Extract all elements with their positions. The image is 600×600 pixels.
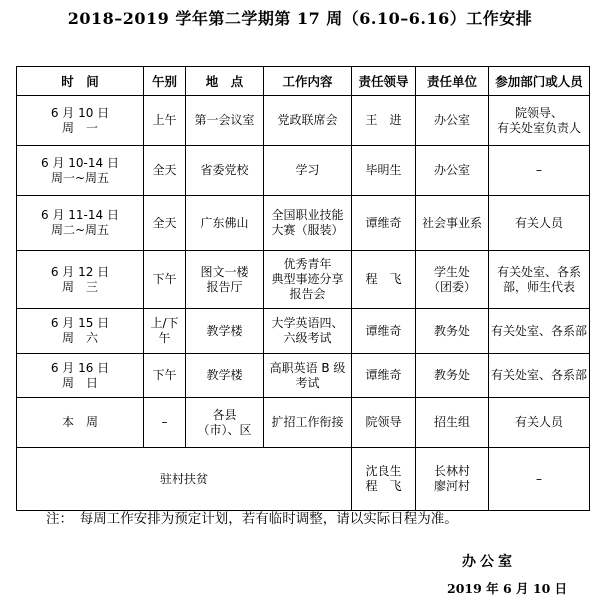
cell-line: 报告厅 <box>206 279 243 294</box>
cell-participants <box>489 398 590 448</box>
cell-participants: – <box>489 448 590 511</box>
cell-leader <box>352 146 416 196</box>
note-text: 注： 每周工作安排为预定计划，若有临时调整，请以实际日程为准。 <box>46 511 458 527</box>
cell-line: 程 飞 <box>365 272 402 286</box>
cell-line: 报告会 <box>289 287 326 301</box>
cell-line: 6 月 10-14 日 <box>41 155 119 170</box>
cell-period <box>144 309 186 354</box>
cell-line: 有关人员 <box>514 415 563 429</box>
cell-line: 6 月 16 日 <box>50 360 110 375</box>
cell-place <box>186 398 264 448</box>
table-header-row <box>17 67 590 96</box>
cell-line: 六级考试 <box>283 331 332 345</box>
cell-line: 教务处 <box>433 368 470 382</box>
cell-line: 有关处室负责人 <box>496 120 581 135</box>
cell-line: 优秀青年 <box>283 257 332 271</box>
cell-line: 谭维奇 <box>365 215 402 230</box>
cell-line: 廖河村 <box>433 479 470 493</box>
signature-date: 2019 年 6 月 10 日 <box>447 581 568 596</box>
merged-activity-cell: 驻村扶贫 <box>17 448 352 511</box>
cell-line: 王 进 <box>365 113 402 127</box>
cell-leader <box>352 196 416 251</box>
cell-line: 教务处 <box>433 323 470 338</box>
cell-unit <box>416 96 489 146</box>
cell-content <box>264 96 352 146</box>
cell-period <box>144 251 186 309</box>
cell-participants <box>489 251 590 309</box>
cell-place <box>186 354 264 398</box>
cell-place <box>186 309 264 354</box>
cell-line: 有关人员 <box>514 215 563 230</box>
cell-line: 教学楼 <box>206 368 243 382</box>
cell-line: 周 六 <box>61 331 98 345</box>
cell-line: 沈良生 <box>365 464 402 478</box>
cell-line: 扩招工作衔接 <box>271 415 344 429</box>
cell-line: 谭维奇 <box>365 368 402 382</box>
cell-line: 办公室 <box>433 163 470 177</box>
table-row <box>17 146 590 196</box>
cell-line: 本 周 <box>61 415 98 429</box>
cell-line: 周 三 <box>61 279 98 294</box>
cell-line: – <box>536 163 542 177</box>
table-row <box>17 196 590 251</box>
cell-line: 全国职业技能 <box>271 208 344 222</box>
cell-line: 谭维奇 <box>365 323 402 338</box>
header-period: 午别 <box>144 67 186 96</box>
cell-line: 午 <box>158 331 171 345</box>
table-row <box>17 96 590 146</box>
cell-line: 部，师生代表 <box>502 279 575 294</box>
cell-line: 周 日 <box>61 375 98 390</box>
cell-line: 各县 <box>212 407 237 422</box>
table-row <box>17 309 590 354</box>
cell-line: 6 月 10 日 <box>50 105 110 120</box>
cell-participants <box>489 354 590 398</box>
header-leader: 责任领导 <box>352 67 416 96</box>
cell-place <box>186 96 264 146</box>
cell-line: 有关处室、各系部 <box>491 368 588 382</box>
cell-line: 有关处室、各系 <box>496 264 581 279</box>
cell-line: 院领导、 <box>514 105 563 120</box>
cell-line: 第一会议室 <box>194 113 255 127</box>
cell-line: 程 飞 <box>365 479 402 493</box>
cell-leader <box>352 309 416 354</box>
cell-time <box>17 146 144 196</box>
cell-line: 下午 <box>152 368 177 382</box>
cell-leader <box>352 354 416 398</box>
cell-line: 办公室 <box>433 113 470 127</box>
page-title: 2018–2019 学年第二学期第 17 周（6.10–6.16）工作安排 <box>67 9 533 28</box>
cell-content <box>264 146 352 196</box>
cell-line: 招生组 <box>433 415 470 429</box>
cell-unit <box>416 448 489 511</box>
cell-time <box>17 196 144 251</box>
cell-line: 下午 <box>152 272 177 286</box>
cell-line: 高职英语 B 级 <box>269 360 346 375</box>
cell-line: 6 月 15 日 <box>50 316 110 330</box>
cell-time <box>17 96 144 146</box>
cell-unit <box>416 196 489 251</box>
cell-unit <box>416 309 489 354</box>
header-time: 时 间 <box>17 67 144 96</box>
cell-line: 广东佛山 <box>200 215 249 230</box>
cell-line: 长林村 <box>433 464 470 478</box>
cell-participants <box>489 146 590 196</box>
cell-line: 教学楼 <box>206 323 243 338</box>
cell-period <box>144 196 186 251</box>
cell-unit <box>416 146 489 196</box>
cell-line: – <box>161 415 168 429</box>
cell-time <box>17 309 144 354</box>
cell-line: 院领导 <box>365 415 402 429</box>
cell-line: （市）、区 <box>197 422 252 437</box>
cell-line: 省委党校 <box>200 163 249 177</box>
cell-unit <box>416 251 489 309</box>
table-row <box>17 251 590 309</box>
cell-line: 6 月 11-14 日 <box>41 208 119 222</box>
cell-line: 党政联席会 <box>277 113 338 127</box>
cell-leader <box>352 251 416 309</box>
header-participants: 参加部门或人员 <box>489 67 590 96</box>
cell-unit <box>416 354 489 398</box>
cell-place <box>186 196 264 251</box>
cell-line: 毕明生 <box>365 163 402 177</box>
cell-line: 考试 <box>295 375 320 390</box>
cell-line: 典型事迹分享 <box>271 272 344 286</box>
cell-place <box>186 251 264 309</box>
header-place: 地 点 <box>186 67 264 96</box>
cell-line: （团委） <box>427 279 476 294</box>
cell-line: 社会事业系 <box>421 215 482 230</box>
cell-line: 上/下 <box>150 316 179 330</box>
cell-line: 周二~周五 <box>50 223 110 237</box>
cell-line: 学生处 <box>433 264 470 279</box>
signature-office: 办公室 <box>462 554 516 570</box>
cell-line: 周一~周五 <box>50 170 110 185</box>
cell-participants <box>489 96 590 146</box>
cell-content <box>264 398 352 448</box>
cell-place <box>186 146 264 196</box>
cell-content <box>264 251 352 309</box>
schedule-table <box>16 66 590 511</box>
cell-line: 图文一楼 <box>200 264 249 279</box>
cell-time <box>17 398 144 448</box>
cell-line: 全天 <box>152 163 177 177</box>
table-row-village-support <box>17 448 590 511</box>
cell-line: 有关处室、各系部 <box>491 323 588 338</box>
cell-content <box>264 309 352 354</box>
cell-participants <box>489 196 590 251</box>
table-row <box>17 398 590 448</box>
cell-period <box>144 398 186 448</box>
cell-unit <box>416 398 489 448</box>
header-unit: 责任单位 <box>416 67 489 96</box>
cell-leader <box>352 448 416 511</box>
cell-line: 大学英语四、 <box>271 316 344 330</box>
cell-line: 6 月 12 日 <box>50 264 110 279</box>
cell-period <box>144 96 186 146</box>
cell-line: 大赛（服装） <box>271 223 344 237</box>
cell-time <box>17 354 144 398</box>
cell-content <box>264 196 352 251</box>
table-row <box>17 354 590 398</box>
cell-line: 周 一 <box>61 120 98 135</box>
cell-line: 上午 <box>152 113 177 127</box>
cell-period <box>144 146 186 196</box>
cell-leader <box>352 96 416 146</box>
cell-content <box>264 354 352 398</box>
cell-line: 学习 <box>295 163 320 177</box>
cell-line: 全天 <box>152 215 177 230</box>
header-content: 工作内容 <box>264 67 352 96</box>
cell-leader <box>352 398 416 448</box>
cell-time <box>17 251 144 309</box>
cell-participants <box>489 309 590 354</box>
cell-period <box>144 354 186 398</box>
